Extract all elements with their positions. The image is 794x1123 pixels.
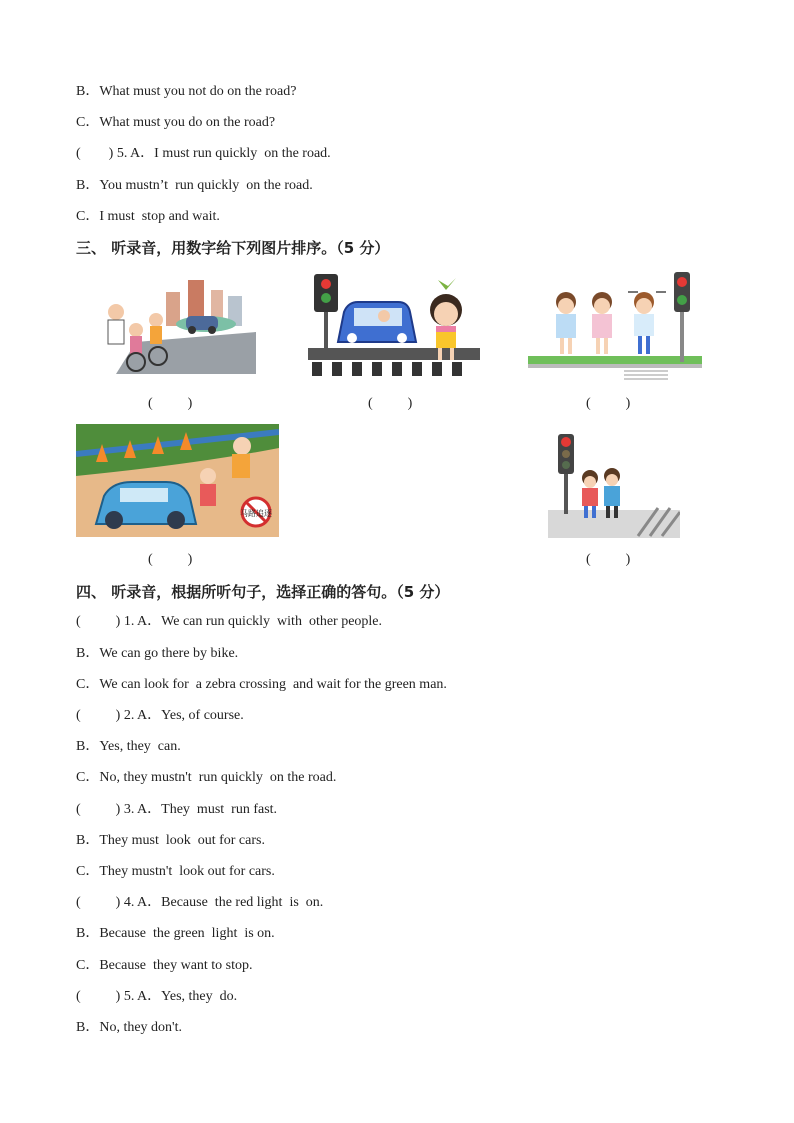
s4-q4-option-b: B．Because the green light is on. [76, 926, 275, 941]
picture-2-answer-blank[interactable]: ( ) [368, 396, 413, 411]
question-4-option-c: C．What must you do on the road? [76, 115, 276, 130]
s4-q3-option-b: B．They must look out for cars. [76, 833, 265, 848]
s4-q5-option-b: B．No, they don't. [76, 1020, 182, 1035]
s4-q2-option-c: C．No, they mustn't run quickly on the road. [76, 770, 337, 785]
question-5-option-c: C．I must stop and wait. [76, 209, 220, 224]
children-traffic-light-icon [528, 270, 702, 380]
section-4-heading: 四、 听录音，根据所听句子，选择正确的答句。（5 分） [76, 583, 450, 601]
picture-5-answer-blank[interactable]: ( ) [586, 552, 631, 567]
sign-text: 马路追逐 [240, 509, 272, 518]
question-4-option-b: B．What must you not do on the road? [76, 84, 297, 99]
s4-q4-option-a: ( ) 4. A．Because the red light is on. [76, 895, 324, 910]
zebra-crossing-girl-icon [308, 272, 480, 376]
picture-4-answer-blank[interactable]: ( ) [148, 552, 193, 567]
s4-q3-option-c: C．They mustn't look out for cars. [76, 864, 275, 879]
s4-q1-option-c: C．We can look for a zebra crossing and wait for the green man. [76, 677, 447, 692]
s4-q3-option-a: ( ) 3. A．They must run fast. [76, 802, 278, 817]
two-kids-traffic-light-icon [548, 430, 680, 538]
section-3-heading: 三、 听录音，用数字给下列图片排序。（5 分） [76, 239, 390, 257]
s4-q5-option-a: ( ) 5. A．Yes, they do. [76, 989, 238, 1004]
s4-q1-option-a: ( ) 1. A．We can run quickly with other people. [76, 614, 383, 629]
picture-1-answer-blank[interactable]: ( ) [148, 396, 193, 411]
s4-q4-option-c: C．Because they want to stop. [76, 958, 253, 973]
s4-q2-option-b: B．Yes, they can. [76, 739, 181, 754]
kids-running-near-car-icon [76, 424, 279, 537]
question-5-option-b: B．You mustn’t run quickly on the road. [76, 178, 313, 193]
question-5-option-a: ( ) 5. A．I must run quickly on the road. [76, 146, 331, 161]
picture-3-answer-blank[interactable]: ( ) [586, 396, 631, 411]
family-cycling-icon [96, 272, 256, 374]
s4-q1-option-b: B．We can go there by bike. [76, 646, 239, 661]
s4-q2-option-a: ( ) 2. A．Yes, of course. [76, 708, 244, 723]
